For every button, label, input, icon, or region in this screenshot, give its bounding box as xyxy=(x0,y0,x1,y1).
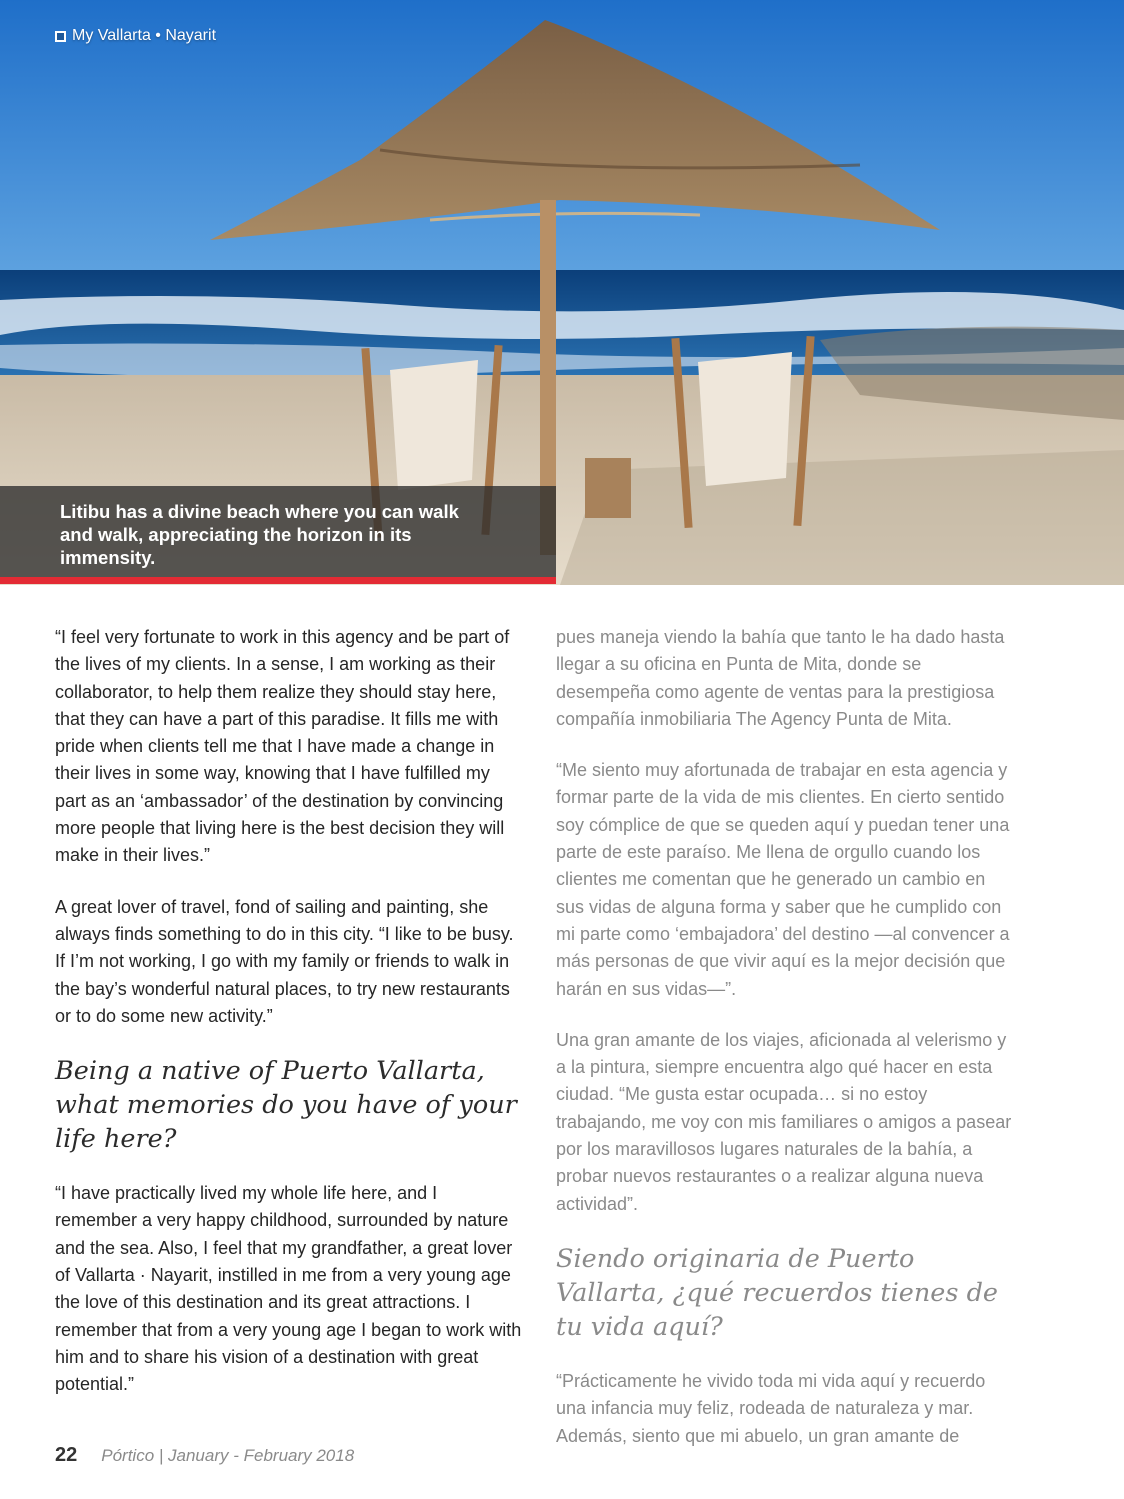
photo-caption-text: Litibu has a divine beach where you can walk and walk, appreciating the horizon in its immensity. xyxy=(60,501,459,568)
spanish-question-heading: Siendo originaria de Puerto Vallarta, ¿qué recuerdos tienes de tu vida aquí? xyxy=(556,1243,999,1342)
english-paragraph-3: “I have practically lived my whole life here, and I remember a very happy childhood, surrounded by nature and the sea. Also, I feel that my grandfather, a great lover of Vallarta · Nayarit, instilled in me from a very young age the love of this destination and its great attractions. I remember that from a very young age I began to work with him and to share his vision of a destination with great potential.” xyxy=(55,1183,522,1395)
english-paragraph-2: A great lover of travel, fond of sailing and painting, she always finds something to do in this city. “I like to be busy. If I’m not working, I go with my family or friends to walk in the bay’s wonderful natural places, to try new restaurants or to do some new activity.” xyxy=(55,896,514,1026)
english-question-heading: Being a native of Puerto Vallarta, what memories do you have of your life here? xyxy=(55,1056,517,1155)
section-label-text: My Vallarta • Nayarit xyxy=(72,27,217,44)
publication-line: Pórtico | January - February 2018 xyxy=(101,1446,355,1465)
section-label xyxy=(55,27,216,45)
photo-caption xyxy=(0,486,556,578)
accent-bar xyxy=(0,577,556,584)
english-paragraph-1: “I feel very fortunate to work in this agency and be part of the lives of my clients. In a sense, I am working as their collaborator, to help them realize they should stay here, that they can have a part of this paradise. It fills me with pride when clients tell me that I have made a change in their lives in some way, knowing that I have fulfilled my part as an ‘ambassador’ of the destination by convincing more people that living here is the best decision they will make in their lives.” xyxy=(55,627,510,866)
page-number: 22 xyxy=(55,1444,78,1466)
spanish-paragraph-2: “Me siento muy afortunada de trabajar en esta agencia y formar parte de la vida de mis clientes. En cierto sentido soy cómplice de que se queden aquí y puedan tener una parte de este paraíso. Me llena de orgullo cuando los clientes me comentan que he generado un cambio en sus vidas de alguna forma y saber que he cumplido con mi parte como ‘embajadora’ del destino —al convencer a más personas de que vivir aquí es la mejor decisión que harán en sus vidas—”. xyxy=(556,760,1010,999)
english-column xyxy=(55,624,523,1423)
page-footer xyxy=(55,1444,354,1467)
spanish-column xyxy=(556,624,1018,1474)
spanish-paragraph-4: “Prácticamente he vivido toda mi vida aquí y recuerdo una infancia muy feliz, rodeada de naturaleza y mar. Además, siento que mi abuelo, un gran amante de xyxy=(556,1370,986,1446)
spanish-paragraph-3: Una gran amante de los viajes, aficionada al velerismo y a la pintura, siempre encuentra algo qué hacer en esta ciudad. “Me gusta estar ocupada… si no estoy trabajando, me voy con mis familiares o amigos a pasear por los maravillosos lugares naturales de la bahía, a probar nuevos restaurantes o a realizar alguna nueva actividad”. xyxy=(556,1029,1012,1214)
square-icon xyxy=(55,31,66,42)
spanish-paragraph-1: pues maneja viendo la bahía que tanto le ha dado hasta llegar a su oficina en Punta de Mita, donde se desempeña como agente de ventas para la prestigiosa compañía inmobiliaria The Agency Punta de Mita. xyxy=(556,627,1005,729)
